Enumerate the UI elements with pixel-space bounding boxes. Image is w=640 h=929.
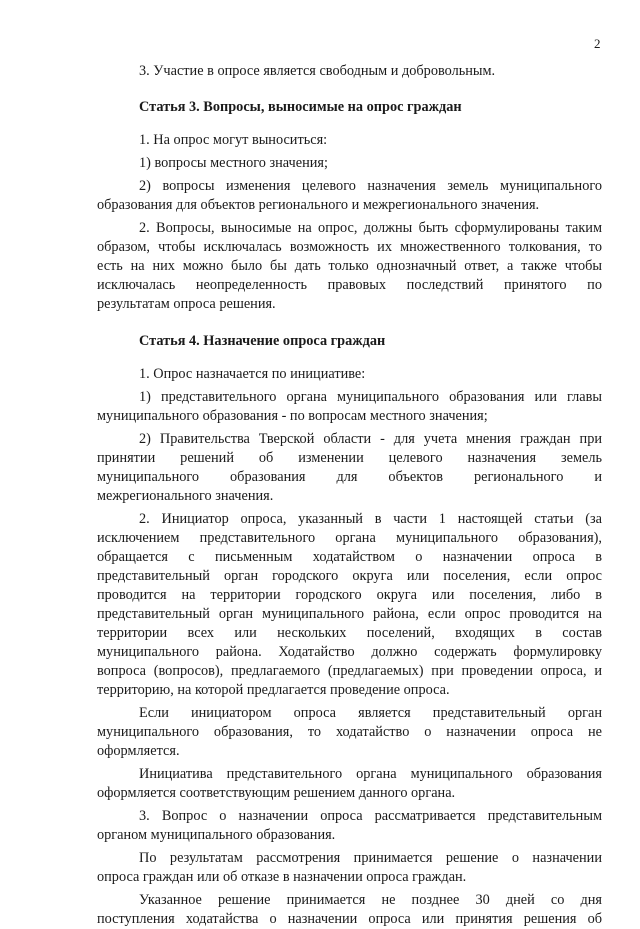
text-line: территории всех или нескольких поселений, входящих в состав <box>97 625 602 641</box>
paragraph <box>97 704 602 761</box>
text-line: Инициатива представительного органа муниципального образования <box>139 766 602 782</box>
paragraph <box>97 430 602 506</box>
text-line: представительный орган муниципального района, если опрос проводится на <box>97 606 602 622</box>
paragraph <box>97 849 602 887</box>
page-number: 2 <box>594 36 601 51</box>
text-line: принятии решений об изменении целевого назначения земель <box>97 450 602 466</box>
text-line: 1) вопросы местного значения; <box>139 155 328 171</box>
text-line: 1) представительного органа муниципального образования или главы <box>139 389 602 405</box>
text-line: образования для объектов регионального и межрегионального значения. <box>97 197 540 213</box>
text-line: представительный орган городского округа или поселения, если опрос <box>97 568 602 584</box>
text-line: 2. Вопросы, выносимые на опрос, должны быть сформулированы таким <box>139 220 602 236</box>
text-line: Указанное решение принимается не позднее 30 дней со дня <box>139 892 602 908</box>
paragraph <box>97 891 602 929</box>
text-line: 1. На опрос могут выноситься: <box>139 132 328 148</box>
paragraph <box>97 510 602 700</box>
text-line: муниципального образования - по вопросам местного значения; <box>97 408 488 424</box>
text-line: поступления ходатайства о назначении опроса или принятия решения об <box>97 911 602 927</box>
article-heading: Статья 4. Назначение опроса граждан <box>139 333 386 349</box>
paragraph <box>97 154 602 173</box>
text-line: опроса граждан или об отказе в назначении опроса граждан. <box>97 869 467 885</box>
paragraph <box>97 765 602 803</box>
text-line: образом, чтобы исключалась возможность их множественного толкования, то <box>97 239 602 255</box>
paragraph <box>97 131 602 150</box>
text-line: территорию, на которой предлагается проведение опроса. <box>97 682 450 698</box>
text-line: муниципального образования для объектов регионального и <box>97 469 602 485</box>
text-line: проводится на территории городского округа или поселения, либо в <box>97 587 602 603</box>
text-line: муниципального района. Ходатайство должно содержать формулировку <box>97 644 602 660</box>
text-line: исключалась неопределенность правовых последствий принятого по <box>97 277 602 293</box>
text-line: органом муниципального образования. <box>97 827 336 843</box>
text-line: оформляется. <box>97 743 180 759</box>
text-line: 2) Правительства Тверской области - для учета мнения граждан при <box>139 431 602 447</box>
text-line: вопроса (вопросов), предлагаемого (предлагаемых) при проведении опроса, и <box>97 663 602 679</box>
document-body <box>97 62 602 929</box>
text-line: результатам опроса решения. <box>97 296 276 312</box>
text-line: есть на них можно было бы дать только однозначный ответ, а также чтобы <box>97 258 602 274</box>
text-line: 2. Инициатор опроса, указанный в части 1 настоящей статьи (за <box>139 511 602 527</box>
text-line: межрегионального значения. <box>97 488 274 504</box>
text-line: обращается с письменным ходатайством о назначении опроса в <box>97 549 602 565</box>
text-line: оформляется соответствующим решением данного органа. <box>97 785 456 801</box>
paragraph <box>97 365 602 384</box>
text-line: По результатам рассмотрения принимается решение о назначении <box>139 850 602 866</box>
text-line: 2) вопросы изменения целевого назначения земель муниципального <box>139 178 602 194</box>
text-line: 3. Вопрос о назначении опроса рассматривается представительным <box>139 808 602 824</box>
paragraph <box>97 219 602 314</box>
text-line: муниципального образования, то ходатайство о назначении опроса не <box>97 724 602 740</box>
text-line: 3. Участие в опросе является свободным и добровольным. <box>139 63 496 79</box>
paragraph <box>97 807 602 845</box>
text-line: Если инициатором опроса является представительный орган <box>139 705 602 721</box>
paragraph <box>97 62 602 81</box>
text-line: исключением представительного органа муниципального образования), <box>97 530 602 546</box>
article-heading: Статья 3. Вопросы, выносимые на опрос граждан <box>139 99 462 115</box>
paragraph <box>97 388 602 426</box>
text-line: 1. Опрос назначается по инициативе: <box>139 366 366 382</box>
paragraph <box>97 177 602 215</box>
